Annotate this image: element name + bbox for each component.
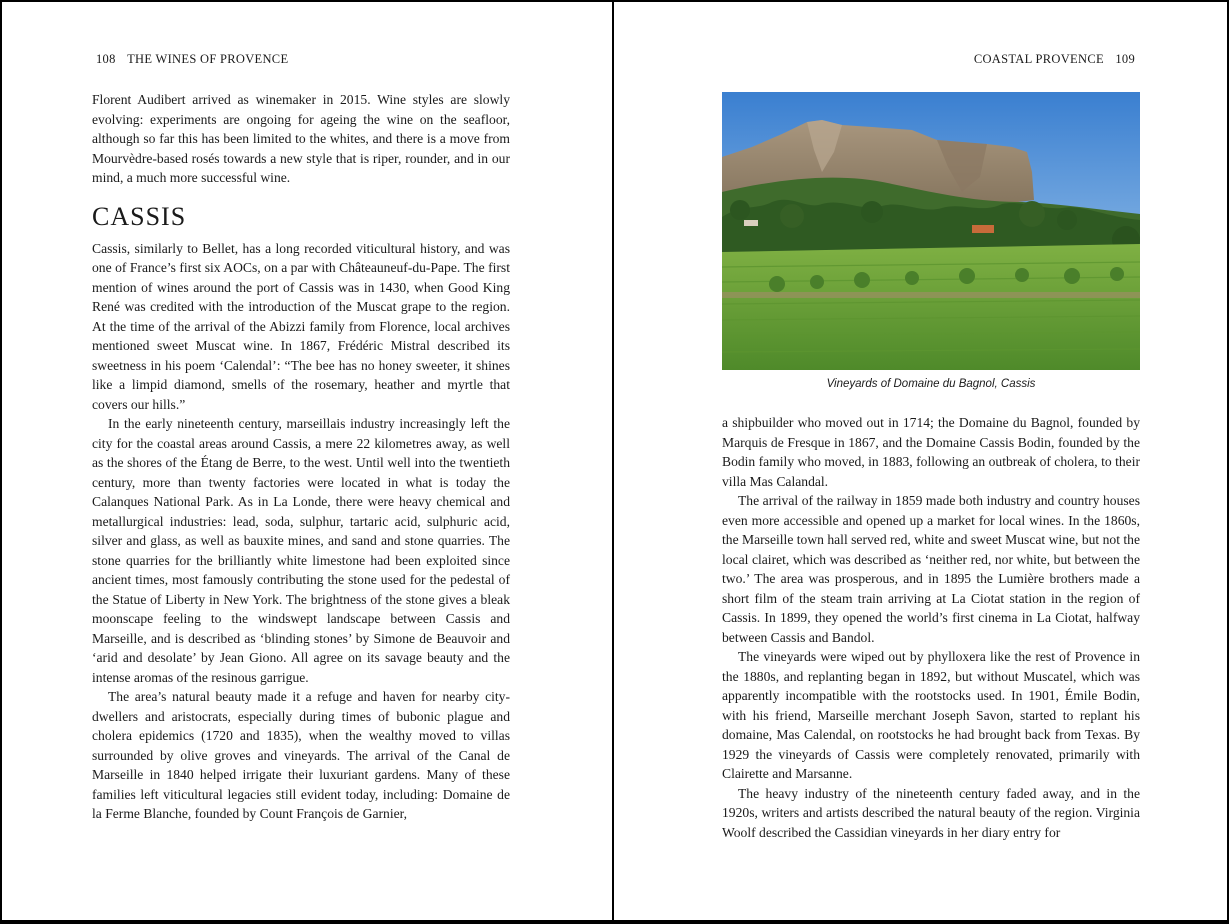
left-page: [2, 2, 612, 920]
page-number: 108: [96, 52, 116, 66]
right-page: [614, 2, 1227, 920]
vineyard-landscape-image: [722, 92, 1140, 370]
running-head-right: [970, 52, 1139, 67]
right-text-block: [722, 413, 1140, 842]
body-paragraph: The heavy industry of the nineteenth century faded away, and in the 1920s, writers and artists described the natural beauty of the region. Virginia Woolf described the Cassidian vineyards in her diary entry for: [722, 785, 1140, 840]
body-paragraph: a shipbuilder who moved out in 1714; the Domaine du Bagnol, founded by Marquis de Fresque in 1867, and the Domaine Cassis Bodin, founded by the Bodin family who moved, in 1883, following an outbreak of cholera, to their villa Mas Calandal.: [722, 415, 1140, 489]
left-text-block: [92, 90, 510, 824]
vineyard-photo: [722, 92, 1140, 370]
running-head-left: [92, 52, 292, 67]
body-paragraph: Cassis, similarly to Bellet, has a long recorded viticultural history, and was one of France’s first six AOCs, on a par with Châteauneuf-du-Pape. The first mention of wines around the port of Cassis was in 1430, when Good King René was credited with the introduction of the Muscat grape to the region. At the time of the arrival of the Abizzi family from Florence, local archives mentioned sweet Muscat wine. In 1867, Frédéric Mistral described its sweetness in his poem ‘Calendal’: “The bee has no honey sweeter, it shines like a limpid diamond, smells of the rosemary, heather and myrtle that covers our hills.”: [92, 240, 510, 412]
body-paragraph: In the early nineteenth century, marseillais industry increasingly left the city for the coastal areas around Cassis, a mere 22 kilometres away, as well as the shores of the Étang de Berre, to the west. Until well into the twentieth century, more than twenty factories were located in what is today the Calanques National Park. As in La Londe, there were heavy chemical and metallurgical industries: lead, soda, sulphur, tartaric acid, sulphuric acid, silver and glass, as well as bauxite mines, and sand and stone quarries. The stone quarries for the brilliantly white limestone had been exploited since ancient times, most famously contributing the stone used for the pedestal of the Statue of Liberty in New York. The brightness of the stone gives a bleak moonscape feeling to the windswept landscape between Cassis and Marseille, and is described as ‘blinding stones’ by Simone de Beauvoir and ‘arid and desolate’ by Jean Giono. All agree on its savage beauty and the intense aromas of the resinous garrigue.: [92, 416, 510, 685]
book-title: THE WINES OF PROVENCE: [127, 52, 289, 66]
chapter-title: COASTAL PROVENCE: [973, 52, 1104, 66]
section-heading: CASSIS: [92, 201, 187, 231]
figure-caption: Vineyards of Domaine du Bagnol, Cassis: [826, 378, 1036, 390]
book-spread: [2, 2, 1227, 920]
opening-paragraph: Florent Audibert arrived as winemaker in 2015. Wine styles are slowly evolving: experiments are ongoing for ageing the wine on the seafloor, although so far this has been limited to the whites, and there is a move from Mourvèdre-based rosés towards a new style that is riper, rounder, and in our mind, a much more successful wine.: [92, 92, 510, 185]
page-number: 109: [1115, 52, 1135, 66]
body-paragraph: The vineyards were wiped out by phylloxera like the rest of Provence in the 1880s, and replanting began in 1892, but without Muscatel, which was apparently incompatible with the rootstocks used. In 1901, Émile Bodin, with his friend, Marseille merchant Joseph Savon, started to replant his domaine, Mas Calendal, on rootstocks he had brought back from Texas. By 1929 the vineyards of Cassis were completely renovated, primarily with Clairette and Marsanne.: [722, 649, 1140, 781]
body-paragraph: The arrival of the railway in 1859 made both industry and country houses even more accessible and opened up a market for local wines. In the 1860s, the Marseille town hall served red, white and sweet Muscat wine, but not the local clairet, which was described as ‘neither red, nor white, but between the two.’ The area was prosperous, and in 1895 the Lumière brothers made a short film of the steam train arriving at La Ciotat station in the region of Cassis. In 1899, they opened the world’s first cinema in La Ciotat, halfway between Cassis and Bandol.: [722, 493, 1140, 645]
body-paragraph: The area’s natural beauty made it a refuge and haven for nearby city-dwellers and aristocrats, especially during times of bubonic plague and cholera epidemics (1720 and 1835), when the wealthy moved to villas surrounded by olive groves and vineyards. The arrival of the Canal de Marseille in 1840 helped irrigate their luxuriant gardens. Many of these families left viticultural legacies still evident today, including: Domaine de la Ferme Blanche, founded by Count François de Garnier,: [92, 689, 510, 821]
